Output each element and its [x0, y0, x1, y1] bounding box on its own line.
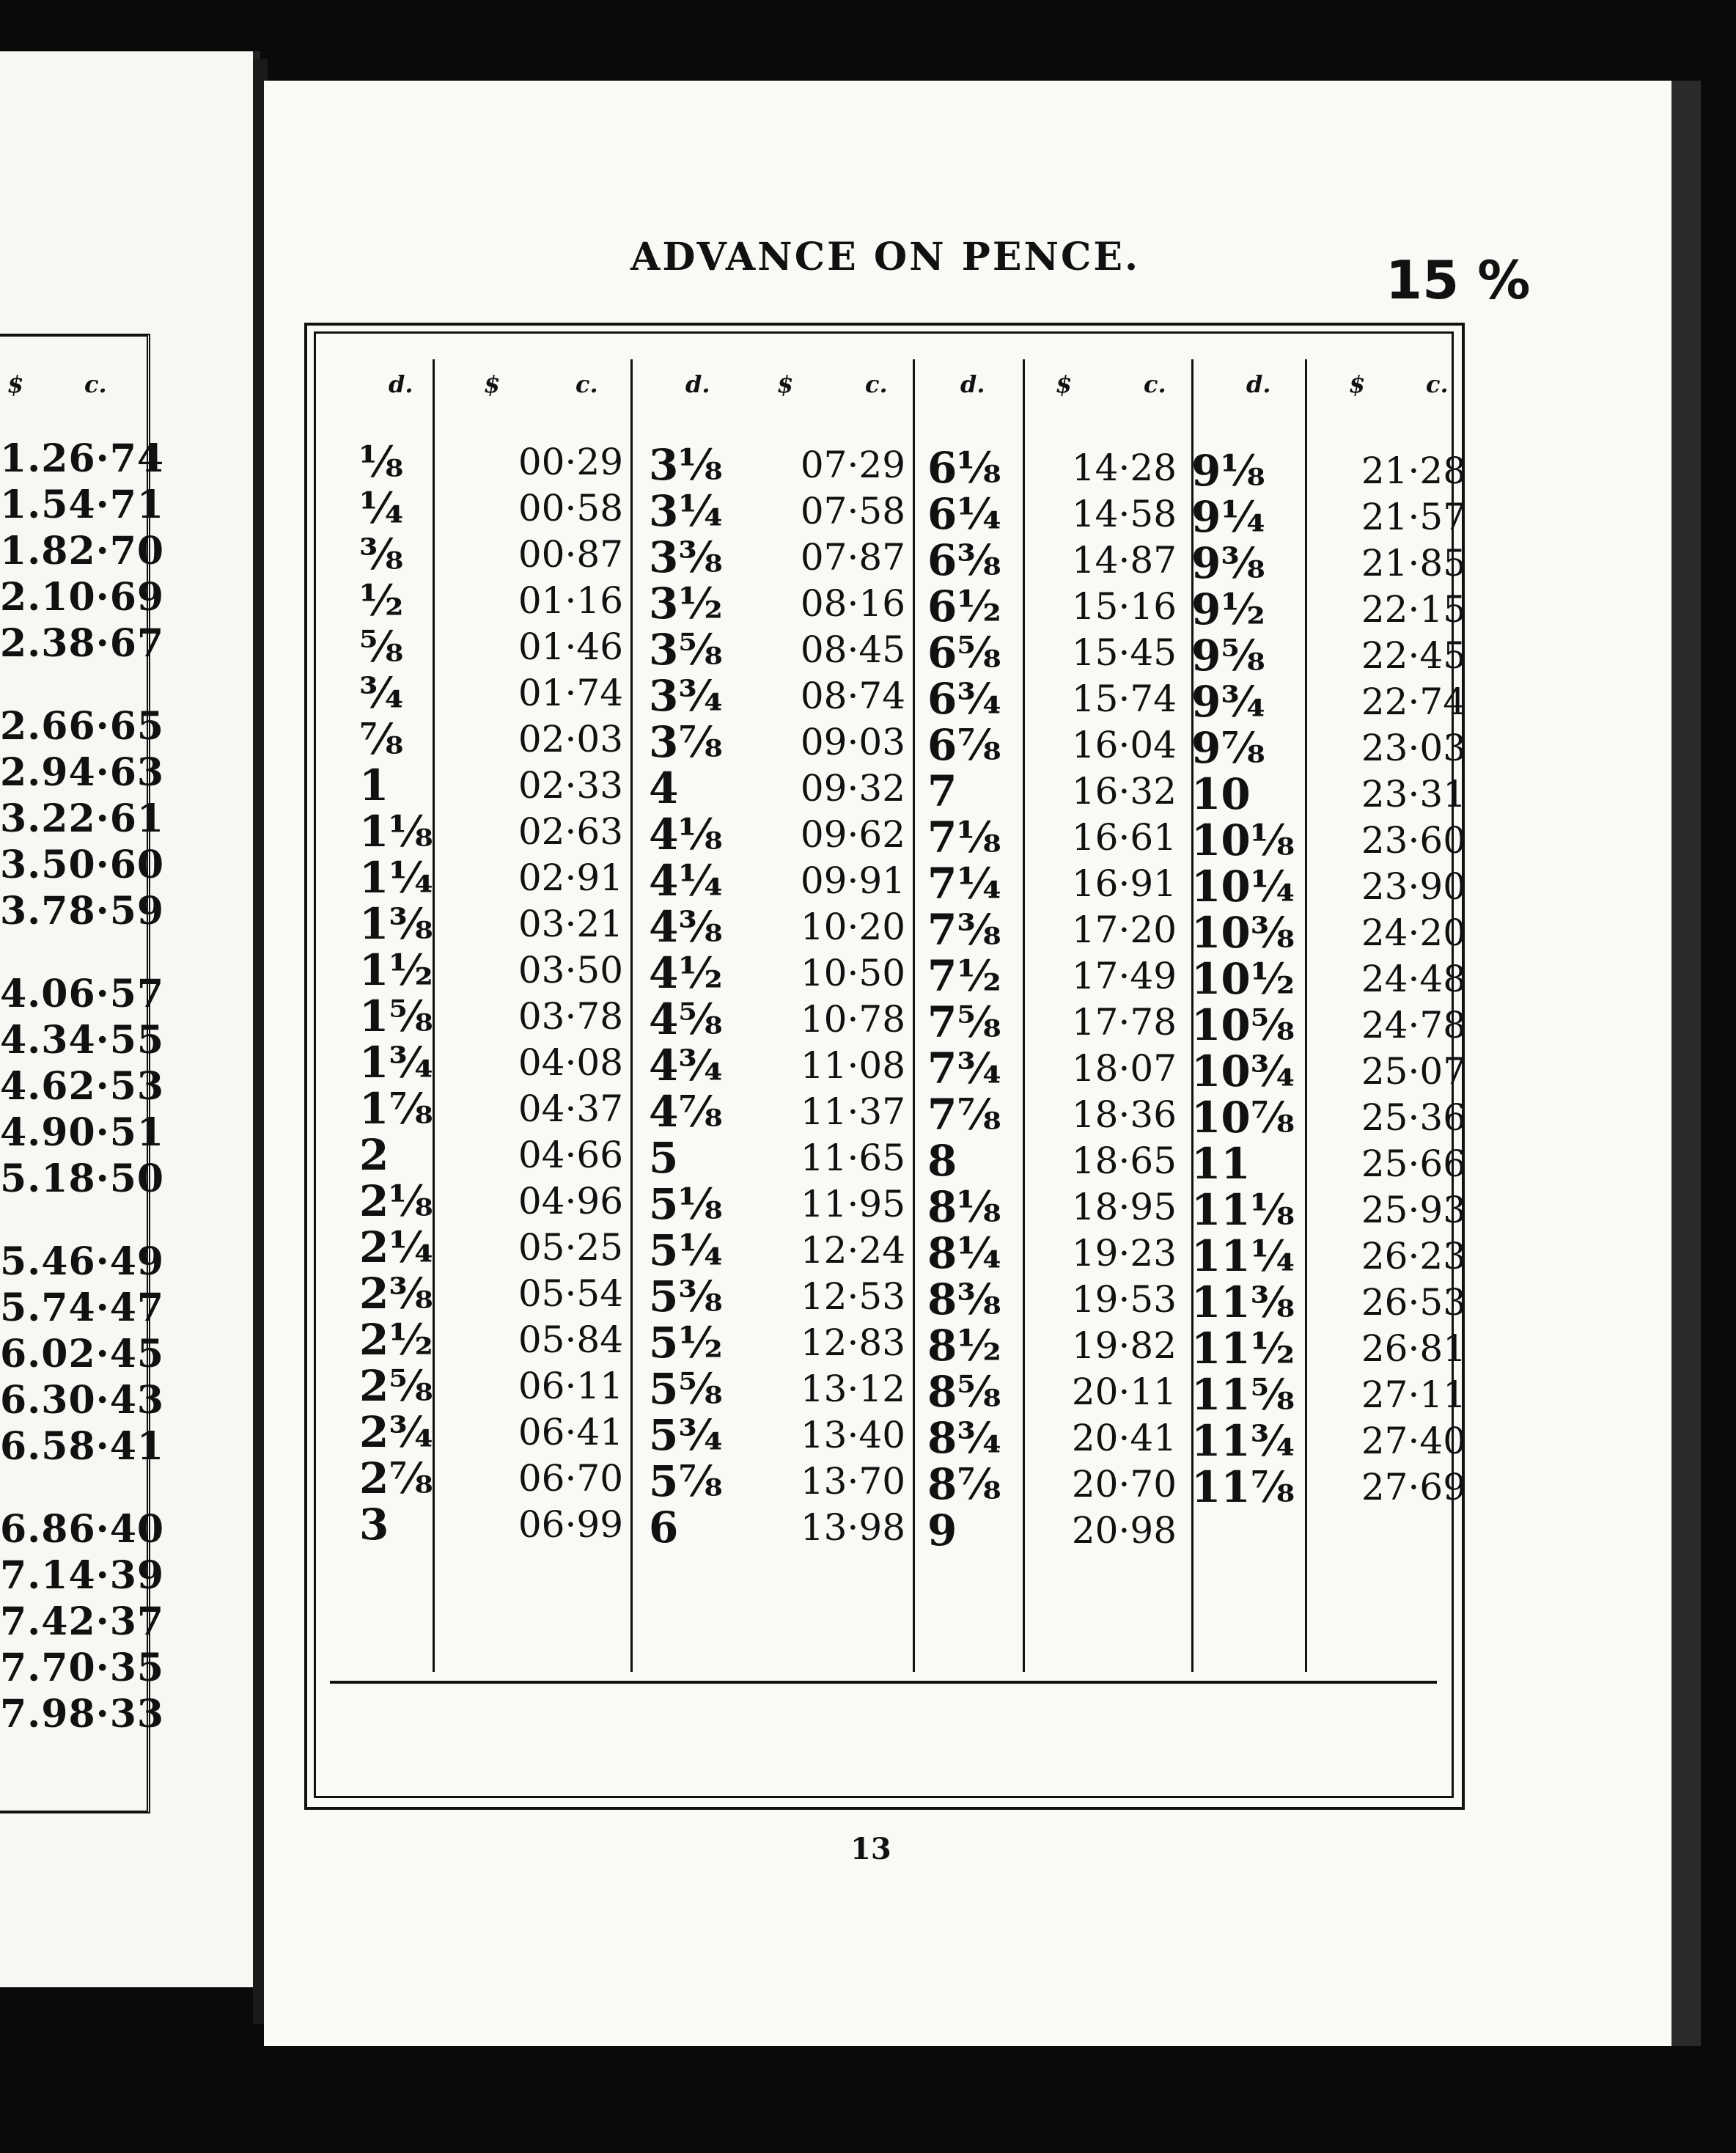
pence-cell: 3 — [359, 1500, 389, 1549]
value-cell: 21·28 — [1361, 450, 1466, 492]
value-cell: 08·16 — [800, 582, 905, 625]
pence-cell: 8⅝ — [927, 1367, 1001, 1417]
value-cell: 17·78 — [1071, 1001, 1177, 1044]
value-cell: 20·41 — [1071, 1417, 1177, 1459]
pence-cell: 11⅞ — [1191, 1462, 1295, 1512]
column-divider — [433, 359, 435, 1672]
value-cell: 17·20 — [1071, 909, 1177, 951]
column-header-dollars: $ — [484, 370, 501, 398]
pence-cell: ¼ — [359, 483, 404, 533]
pence-cell: 9¼ — [1191, 492, 1265, 542]
value-cell: 27·40 — [1361, 1420, 1466, 1462]
value-cell: 19·82 — [1071, 1324, 1177, 1367]
column-divider — [630, 359, 633, 1672]
pence-cell: 6⅞ — [927, 720, 1001, 770]
value-cell: 18·07 — [1071, 1047, 1177, 1090]
left-page-value: 4.90·51 — [0, 1110, 165, 1155]
value-cell: 10·20 — [800, 906, 905, 948]
pence-cell: ⅝ — [359, 622, 404, 672]
left-page-value: 5.18·50 — [0, 1156, 165, 1201]
pence-cell: 5¼ — [649, 1225, 723, 1275]
pence-cell: 3¾ — [649, 671, 723, 721]
value-cell: 13·70 — [800, 1460, 905, 1503]
pence-cell: 10⅝ — [1191, 1000, 1295, 1050]
column-header-cents: c. — [865, 370, 888, 398]
left-page-value: 3.78·59 — [0, 889, 165, 934]
value-cell: 18·36 — [1071, 1093, 1177, 1136]
value-cell: 14·28 — [1071, 447, 1177, 489]
value-cell: 10·78 — [800, 998, 905, 1041]
pence-cell: 8 — [927, 1136, 957, 1186]
value-cell: 16·91 — [1071, 862, 1177, 905]
pence-cell: 6⅝ — [927, 628, 1001, 678]
pence-cell: 6¼ — [927, 489, 1001, 539]
pence-cell: 9 — [927, 1505, 957, 1555]
pence-cell: 2¾ — [359, 1407, 433, 1457]
left-page-value: 7.42·37 — [0, 1599, 165, 1644]
value-cell: 26·81 — [1361, 1327, 1466, 1370]
value-cell: 16·61 — [1071, 816, 1177, 859]
value-cell: 12·24 — [800, 1229, 905, 1272]
pence-cell: 7⅞ — [927, 1090, 1001, 1140]
value-cell: 15·74 — [1071, 678, 1177, 720]
pence-cell: ⅜ — [359, 529, 404, 579]
left-page-value: 6.58·41 — [0, 1424, 165, 1469]
pence-cell: 7¼ — [927, 859, 1001, 909]
value-cell: 15·16 — [1071, 585, 1177, 628]
pence-cell: ¾ — [359, 668, 404, 718]
pence-cell: 10⅞ — [1191, 1093, 1295, 1142]
column-header-dollars: $ — [777, 370, 794, 398]
left-page-value: 1.82·70 — [0, 529, 165, 573]
pence-cell: 9⅞ — [1191, 723, 1265, 773]
pence-cell: 4⅛ — [649, 810, 723, 859]
pence-cell: 10¼ — [1191, 862, 1295, 912]
value-cell: 24·48 — [1361, 958, 1466, 1000]
pence-cell: 2 — [359, 1130, 389, 1180]
left-page-value: 2.94·63 — [0, 750, 165, 795]
pence-cell: 4¼ — [649, 856, 723, 906]
left-page-value: 5.46·49 — [0, 1239, 165, 1284]
column-header-pence: d. — [960, 370, 985, 398]
left-page-value: 6.86·40 — [0, 1507, 165, 1552]
column-header-pence: d. — [389, 370, 413, 398]
pence-cell: 3⅞ — [649, 717, 723, 767]
value-cell: 13·40 — [800, 1414, 905, 1456]
left-page-value: 2.38·67 — [0, 621, 165, 666]
pence-cell: 4 — [649, 763, 679, 813]
value-cell: 27·69 — [1361, 1466, 1466, 1508]
value-cell: 01·16 — [518, 579, 623, 622]
pence-cell: 1⅝ — [359, 991, 433, 1041]
value-cell: 03·78 — [518, 995, 623, 1038]
value-cell: 27·11 — [1361, 1373, 1466, 1416]
left-page-value: 2.66·65 — [0, 704, 165, 749]
value-cell: 11·95 — [800, 1183, 905, 1225]
pence-cell: 6¾ — [927, 674, 1001, 724]
value-cell: 20·11 — [1071, 1371, 1177, 1413]
pence-cell: 7⅛ — [927, 813, 1001, 862]
value-cell: 14·58 — [1071, 493, 1177, 535]
left-page-value: 7.70·35 — [0, 1646, 165, 1690]
value-cell: 09·03 — [800, 721, 905, 763]
value-cell: 01·46 — [518, 626, 623, 668]
pence-cell: 5⅞ — [649, 1456, 723, 1506]
pence-cell: 4⅞ — [649, 1087, 723, 1137]
value-cell: 15·45 — [1071, 631, 1177, 674]
pence-cell: 7⅝ — [927, 997, 1001, 1047]
value-cell: 25·36 — [1361, 1096, 1466, 1139]
value-cell: 13·98 — [800, 1506, 905, 1549]
left-page-value: 6.02·45 — [0, 1332, 165, 1376]
value-cell: 23·03 — [1361, 727, 1466, 769]
column-header-cents: c. — [1426, 370, 1449, 398]
column-header-pence: d. — [685, 370, 710, 398]
pence-cell: 2⅞ — [359, 1453, 433, 1503]
pence-cell: 8⅛ — [927, 1182, 1001, 1232]
value-cell: 05·25 — [518, 1226, 623, 1269]
value-cell: 24·78 — [1361, 1004, 1466, 1046]
left-page-value: 2.10·69 — [0, 575, 165, 620]
pence-cell: 5 — [649, 1133, 679, 1183]
left-page-value: 7.14·39 — [0, 1553, 165, 1598]
pence-cell: 2⅛ — [359, 1176, 433, 1226]
column-header-dollars: $ — [1056, 370, 1073, 398]
value-cell: 06·41 — [518, 1411, 623, 1453]
pence-cell: 1⅞ — [359, 1084, 433, 1134]
pence-cell: 7½ — [927, 951, 1001, 1001]
pence-cell: 5½ — [649, 1318, 723, 1368]
value-cell: 04·96 — [518, 1180, 623, 1222]
pence-cell: 9½ — [1191, 584, 1265, 634]
value-cell: 05·54 — [518, 1272, 623, 1315]
value-cell: 21·57 — [1361, 496, 1466, 538]
pence-cell: 11¼ — [1191, 1231, 1295, 1281]
left-cents-header: c. — [84, 370, 107, 398]
pence-cell: 2¼ — [359, 1222, 433, 1272]
table-bottom-rule — [330, 1681, 1437, 1684]
value-cell: 20·98 — [1071, 1509, 1177, 1552]
value-cell: 03·50 — [518, 949, 623, 991]
value-cell: 08·45 — [800, 628, 905, 671]
pence-cell: 8½ — [927, 1321, 1001, 1371]
value-cell: 01·74 — [518, 672, 623, 714]
pence-cell: 3⅛ — [649, 440, 723, 490]
column-header-cents: c. — [575, 370, 598, 398]
pence-cell: 11¾ — [1191, 1416, 1295, 1466]
pence-cell: 10⅜ — [1191, 908, 1295, 958]
pence-cell: ⅞ — [359, 714, 404, 764]
pence-cell: 6 — [649, 1503, 679, 1552]
left-page-value: 5.74·47 — [0, 1285, 165, 1330]
pence-cell: 8¾ — [927, 1413, 1001, 1463]
pence-cell: 8⅜ — [927, 1274, 1001, 1324]
value-cell: 18·95 — [1071, 1186, 1177, 1228]
pence-cell: 11⅝ — [1191, 1370, 1295, 1420]
value-cell: 23·90 — [1361, 865, 1466, 908]
pence-cell: 1⅛ — [359, 807, 433, 857]
value-cell: 26·23 — [1361, 1235, 1466, 1277]
left-page-value: 6.30·43 — [0, 1378, 165, 1423]
value-cell: 09·62 — [800, 813, 905, 856]
left-page-value: 4.62·53 — [0, 1064, 165, 1109]
pence-cell: 8⅞ — [927, 1459, 1001, 1509]
value-cell: 11·65 — [800, 1137, 905, 1179]
value-cell: 10·50 — [800, 952, 905, 994]
pence-cell: 3⅜ — [649, 532, 723, 582]
pence-cell: 3½ — [649, 579, 723, 628]
value-cell: 22·74 — [1361, 681, 1466, 723]
column-header-cents: c. — [1144, 370, 1166, 398]
column-header-pence: d. — [1246, 370, 1271, 398]
pence-cell: 1 — [359, 760, 389, 810]
pence-cell: 1½ — [359, 945, 433, 995]
value-cell: 04·37 — [518, 1087, 623, 1130]
value-cell: 12·53 — [800, 1275, 905, 1318]
value-cell: 07·87 — [800, 536, 905, 579]
pence-cell: 5⅜ — [649, 1272, 723, 1321]
left-page-value: 3.22·61 — [0, 796, 165, 841]
pence-cell: 9¾ — [1191, 677, 1265, 727]
page-title: ADVANCE ON PENCE. — [630, 235, 1141, 279]
value-cell: 06·99 — [518, 1503, 623, 1546]
pence-cell: 7¾ — [927, 1044, 1001, 1093]
left-page-value: 3.50·60 — [0, 843, 165, 887]
value-cell: 02·63 — [518, 810, 623, 853]
pence-cell: 6⅛ — [927, 443, 1001, 493]
value-cell: 16·04 — [1071, 724, 1177, 766]
value-cell: 07·29 — [800, 444, 905, 486]
value-cell: 22·15 — [1361, 588, 1466, 631]
value-cell: 04·08 — [518, 1041, 623, 1084]
value-cell: 00·58 — [518, 487, 623, 529]
pence-cell: 11 — [1191, 1139, 1251, 1189]
value-cell: 02·03 — [518, 718, 623, 760]
value-cell: 06·70 — [518, 1457, 623, 1500]
value-cell: 13·12 — [800, 1368, 905, 1410]
pence-cell: 11½ — [1191, 1324, 1295, 1373]
pence-cell: 1⅜ — [359, 899, 433, 949]
value-cell: 03·21 — [518, 903, 623, 945]
pence-cell: 5⅛ — [649, 1179, 723, 1229]
value-cell: 02·33 — [518, 764, 623, 807]
value-cell: 00·87 — [518, 533, 623, 576]
pence-cell: 9⅜ — [1191, 538, 1265, 588]
pence-cell: 2⅜ — [359, 1269, 433, 1318]
left-page-value: 4.06·57 — [0, 972, 165, 1016]
pence-cell: 4⅝ — [649, 994, 723, 1044]
column-header-dollars: $ — [1349, 370, 1366, 398]
value-cell: 20·70 — [1071, 1463, 1177, 1505]
value-cell: 02·91 — [518, 857, 623, 899]
pence-cell: 4¾ — [649, 1041, 723, 1090]
pence-cell: 11⅛ — [1191, 1185, 1295, 1235]
pence-cell: 7⅜ — [927, 905, 1001, 955]
value-cell: 22·45 — [1361, 634, 1466, 677]
pence-cell: 6⅜ — [927, 535, 1001, 585]
value-cell: 23·31 — [1361, 773, 1466, 815]
left-page-value: 1.54·71 — [0, 483, 165, 527]
pence-cell: 10 — [1191, 769, 1251, 819]
pence-cell: 10¾ — [1191, 1046, 1295, 1096]
pence-cell: 1¼ — [359, 853, 433, 903]
pence-cell: 3¼ — [649, 486, 723, 536]
value-cell: 17·49 — [1071, 955, 1177, 997]
pence-cell: 7 — [927, 766, 957, 816]
value-cell: 25·07 — [1361, 1050, 1466, 1093]
pence-cell: 9⅝ — [1191, 631, 1265, 681]
left-page-value: 7.98·33 — [0, 1692, 165, 1736]
value-cell: 11·08 — [800, 1044, 905, 1087]
value-cell: 19·23 — [1071, 1232, 1177, 1274]
pence-cell: 11⅜ — [1191, 1277, 1295, 1327]
pence-cell: 5⅝ — [649, 1364, 723, 1414]
value-cell: 07·58 — [800, 490, 905, 532]
pence-cell: 3⅝ — [649, 625, 723, 675]
value-cell: 24·20 — [1361, 912, 1466, 954]
value-cell: 25·66 — [1361, 1142, 1466, 1185]
value-cell: 23·60 — [1361, 819, 1466, 862]
pence-cell: ⅛ — [359, 437, 404, 487]
value-cell: 05·84 — [518, 1318, 623, 1361]
column-divider — [913, 359, 915, 1672]
percent-label: 15 % — [1386, 249, 1531, 311]
pence-cell: 2⅝ — [359, 1361, 433, 1411]
pence-cell: 2½ — [359, 1315, 433, 1365]
value-cell: 21·85 — [1361, 542, 1466, 584]
value-cell: 04·66 — [518, 1134, 623, 1176]
page-number: 13 — [850, 1832, 891, 1866]
pence-cell: 9⅛ — [1191, 446, 1265, 496]
value-cell: 19·53 — [1071, 1278, 1177, 1321]
pence-cell: 10½ — [1191, 954, 1295, 1004]
pence-cell: 5¾ — [649, 1410, 723, 1460]
left-page-value: 1.26·74 — [0, 436, 165, 481]
value-cell: 09·91 — [800, 859, 905, 902]
value-cell: 08·74 — [800, 675, 905, 717]
value-cell: 12·83 — [800, 1321, 905, 1364]
pence-cell: 6½ — [927, 582, 1001, 631]
value-cell: 26·53 — [1361, 1281, 1466, 1324]
pence-cell: 8¼ — [927, 1228, 1001, 1278]
value-cell: 06·11 — [518, 1365, 623, 1407]
value-cell: 14·87 — [1071, 539, 1177, 582]
value-cell: 09·32 — [800, 767, 905, 810]
pence-cell: 1¾ — [359, 1038, 433, 1087]
value-cell: 25·93 — [1361, 1189, 1466, 1231]
pence-cell: 4½ — [649, 948, 723, 998]
pence-cell: ½ — [359, 576, 404, 626]
left-page-value: 4.34·55 — [0, 1018, 165, 1063]
pence-cell: 10⅛ — [1191, 815, 1295, 865]
pence-cell: 4⅜ — [649, 902, 723, 952]
value-cell: 00·29 — [518, 441, 623, 483]
value-cell: 16·32 — [1071, 770, 1177, 813]
value-cell: 18·65 — [1071, 1140, 1177, 1182]
left-dollar-header: $ — [7, 370, 24, 398]
value-cell: 11·37 — [800, 1090, 905, 1133]
